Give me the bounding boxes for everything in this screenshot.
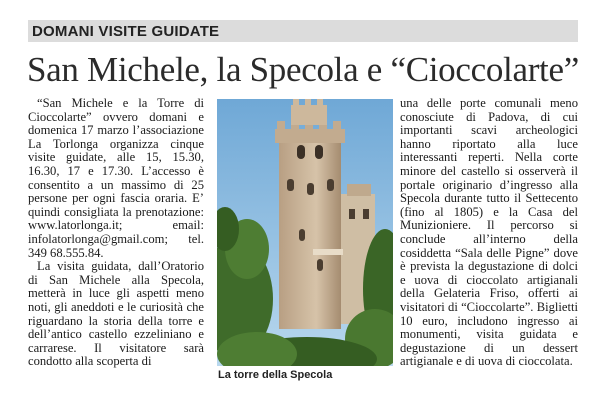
paragraph: “San Michele e la Torre di Cioccolarte” ovvero domani e domenica 17 marzo l’associazione La Torlonga organizza cinque visite guidate, alle 15, 15.30, 16.30, 17 e 17.30. L’accesso è consentito a un massimo di 25 persone per ogni fascia oraria. E’ quindi consigliata la prenotazione: www.latorlonga.it; email: infolatorlonga@gmail.com; tel. 349 68.555.84. <box>28 96 204 260</box>
headline: San Michele, la Specola e “Cioccolarte” <box>27 50 579 89</box>
paragraph: una delle porte comunali meno conosciute di Padova, di cui importanti scavi archeologici hanno riportato alla luce interessanti reperti. Nella corte minore del castello si osserverà il portale originario d’ingresso alla Specola durante tutto il Settecento (fino al 1805) e la Casa del Munizioniere. Il percorso si conclude all’interno della cosiddetta “Sala delle Pigne” dove è prevista la degustazione di dolci e uova di cioccolato artigianali della Gelateria Friso, offerti ai visitatori di “Cioccolarte”. Biglietti 10 euro, includono ingresso ai monumenti, visita guidata e degustazione di un dessert artigianale e di uova di cioccolata. <box>400 96 578 369</box>
photo-caption: La torre della Specola <box>218 369 333 381</box>
paragraph: La visita guidata, dall’Oratorio di San Michele alla Specola, metterà in luce gli aspetti meno noti, gli aneddoti e le curiosità che riguardano la storia della torre e dell’antico castello ezzeliniano e carrarese. Il visitatore sarà condotto alla scoperta di <box>28 259 204 369</box>
tower-photo <box>217 99 393 366</box>
article-column-1 <box>28 97 204 369</box>
article-column-2 <box>400 97 578 369</box>
section-kicker: DOMANI VISITE GUIDATE <box>32 23 220 40</box>
